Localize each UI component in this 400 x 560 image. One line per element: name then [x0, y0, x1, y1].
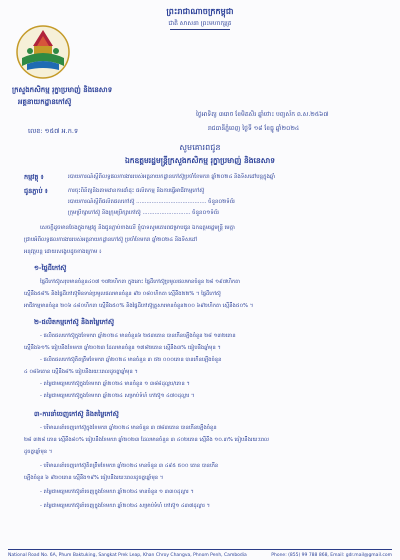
section-line: ស្មើនឹង៦១% ធៀបនឹងខែមករា ឆ្នាំ២០២៣ ដែលមានចំនួន ១៧៨២តោន ស្មើនឹង៣% ធៀបនឹងឆ្នាំមុន ។ [24, 345, 221, 351]
subject-label: កម្មវត្ថុ ៖ [24, 173, 44, 181]
section-line: - បរិមាណនាំចេញកៅស៊ូក្នុងខែមករា ឆ្នាំ២០២៤ មានចំនួន ៣ ៧៨៣តោន បានកើនឡើងចំនួន [40, 425, 217, 431]
intro-line: សេចក្ដីដូចមានចែងក្នុងកម្មវត្ថុ និងជូនភ្ជាប់ខាងលើ ខ្ញុំបាទសូមគោរពជម្រាបជូន ឯកឧត្ដមរដ្ឋមន្ត្រី មេត្តា [40, 225, 235, 231]
attachment-item: របាយការណ៍ស្ដីពីផលិតផលកៅស៊ូ ......................................... ចំនួន០២ទំព័រ [68, 199, 235, 205]
document-number: លេខ: ១៥៧ អ.ក.ទ [28, 127, 79, 135]
recipient-title: ឯកឧត្ដមរដ្ឋមន្ត្រីក្រសួងកសិកម្ម រុក្ខាប្រមាញ់ និងនេសាទ [125, 156, 275, 165]
section-heading: ២-ផលិតកម្មកៅស៊ូ និងតម្លៃកៅស៊ូ [34, 318, 115, 326]
salutation: សូមគោរពជូន [179, 143, 221, 152]
section-line: ដូចគ្នាឆ្នាំមុន ។ [24, 449, 53, 455]
attachment-label: ជូនភ្ជាប់ ៖ [24, 187, 48, 195]
kingdom-title: ព្រះរាជាណាចក្រកម្ពុជា [166, 7, 234, 16]
section-line: - តម្លៃជាមធ្យមកៅស៊ូក្នុងខែមករា ឆ្នាំ២០២៤ សម្រាប់ទំហំ កៅស៊ូ១ ៤៧០ដុល្លារ ។ [40, 393, 195, 399]
section-heading: ១-ផ្ទៃដីកៅស៊ូ [34, 264, 67, 272]
section-line: - តម្លៃជាមធ្យមកៅស៊ូនាំចេញក្នុងខែមករា ឆ្នាំ២០២៤ សម្រាប់ទំហំ កៅស៊ូ១ ៤៣៧ដុល្លារ ។ [40, 503, 210, 509]
footer-divider [8, 549, 392, 550]
section-line: - តម្លៃជាមធ្យមកៅស៊ូក្នុងខែមករា ឆ្នាំ២០២៤ មានចំនួន ១ ៣៨៨ដុល្លារ/តោន ។ [40, 381, 190, 387]
ministry-logo [12, 22, 74, 82]
section-line: អាជីវកម្មមានចំនួន ២០៦ ៤៨០ហិកតា ស្មើនឹង៥០% និងផ្ទៃដីកៅស៊ូគ្រួសារមានចំនួន២០០ ៦៩២ហិកតា ស្មើនឹង៥០% ។ [24, 303, 254, 309]
intro-line: ជ្រាបអំពីលទ្ធផលការងាររបស់អគ្គនាយកដ្ឋានកៅស៊ូ ប្រចាំខែមករា ឆ្នាំ២០២៤ និងទិសដៅ [24, 237, 197, 243]
section-line: ៤ ០៨៦តោន ស្មើនឹង៨% ធៀបនឹងរយៈពេលដូចគ្នាឆ្នាំមុន ។ [24, 369, 138, 375]
intro-line: អនុវត្តបន្ត ដោយសង្ខេបដូចខាងក្រោម ៖ [24, 249, 102, 255]
attachment-item: ក្រុមប្រឹក្សាកៅស៊ូ និងក្រុមប្រឹក្សាកៅស៊ូ ............................ ចំនួន០១ទំព័រ [68, 210, 219, 216]
document-date: រាជធានីភ្នំពេញ ថ្ងៃទី ១៨ ខែធ្នូ ឆ្នាំ២០២៤ [208, 125, 300, 132]
section-line: ឡើងចំនួន ៦ ៩២០តោន ស្មើនឹង១៩% ធៀបនឹងរយៈពេលដូចគ្នាឆ្នាំមុន ។ [24, 475, 164, 481]
section-line: ស្មើនឹង៥៨% និងផ្ទៃដីកៅស៊ូមិនទាន់ប្រមូលផលមានចំនួន ៩២ ០៨០ហិកតា ស្មើនឹង២២% ។ ផ្ទៃដីកៅស៊ូ [24, 291, 221, 297]
section-line: - ផលិតផលកៅស៊ូក្នុងខែមករា ឆ្នាំ២០២៤ មានចំនួន៦ ២៥៣តោន បានកើនឡើងចំនួន ២៨ ១៣២តោន [40, 333, 236, 339]
section-line: - ផលិតផលកៅស៊ូគិតត្រឹមខែមករា ឆ្នាំ២០២៤ មានចំនួន ៣ ៥២ ០០០តោន បានកើនឡើងចំនួន [40, 357, 222, 363]
ministry-name: ក្រសួងកសិកម្ម រុក្ខាប្រមាញ់ និងនេសាទ [12, 86, 113, 94]
motto-divider [170, 29, 230, 30]
department-name: អគ្គនាយកដ្ឋានកៅស៊ូ [18, 98, 72, 106]
footer-address: National Road No. 6A, Phum Baktuking, Sangkat Prek Leap, Khan Chroy Changva, Phnom Penh, Cambodia [8, 553, 247, 558]
section-heading: ៣-ការនាំចេញកៅស៊ូ និងតម្លៃកៅស៊ូ [34, 410, 119, 418]
section-line: - បរិមាណនាំចេញកៅស៊ូគិតត្រឹមខែមករា ឆ្នាំ២០២៤ មានចំនួន ៣ ៤៩៥ ៥០០ តោន បានកើន [40, 463, 219, 469]
subject-text: របាយការណ៍ស្ដីពីលទ្ធផលការងាររបស់អគ្គនាយកដ្ឋានកៅស៊ូប្រចាំខែមករា ឆ្នាំ២០២៤ និងទិសដៅបន្តក្នុងឆ្នាំ [68, 174, 276, 180]
attachment-item: ការចុះពិនិត្យនិងតាមដានការដាំដុះ ផលិតកម្ម និងការធ្វើអាជីវកម្មកៅស៊ូ [68, 188, 205, 194]
section-line: - តម្លៃជាមធ្យមកៅស៊ូនាំចេញក្នុងខែមករា ឆ្នាំ២០២៤ មានចំនួន ១ ៣៣០ដុល្លារ ។ [40, 489, 194, 495]
lunar-date: ថ្ងៃអាទិត្យ ៣រោច ខែមិគសិរ ឆ្នាំថោះ បញ្ចស័ក ព.ស.២៥៦៧ [196, 111, 329, 118]
footer-contact: Phone: (855) 99 788 868, Email: gdr.mail@gmail.com [271, 553, 392, 558]
section-line: ២៨ ៣២៨ តោន ស្មើនឹង៨០% ធៀបនឹងខែមករា ឆ្នាំ២០២៣ ដែលមានចំនួន ៣ ៤០២តោន ស្មើនឹង ១០.៣% ធៀបនឹងរយៈពេល [24, 437, 269, 443]
national-motto: ជាតិ សាសនា ព្រះមហាក្សត្រ [168, 20, 232, 27]
section-line: ផ្ទៃដីកៅស៊ូសរុបមានចំនួន៤០៧ ១៧២ហិកតា ក្នុងនោះ ផ្ទៃដីកៅស៊ូប្រមូលផលមានចំនួន ២៨ ១៩៧ហិកតា [40, 279, 241, 285]
